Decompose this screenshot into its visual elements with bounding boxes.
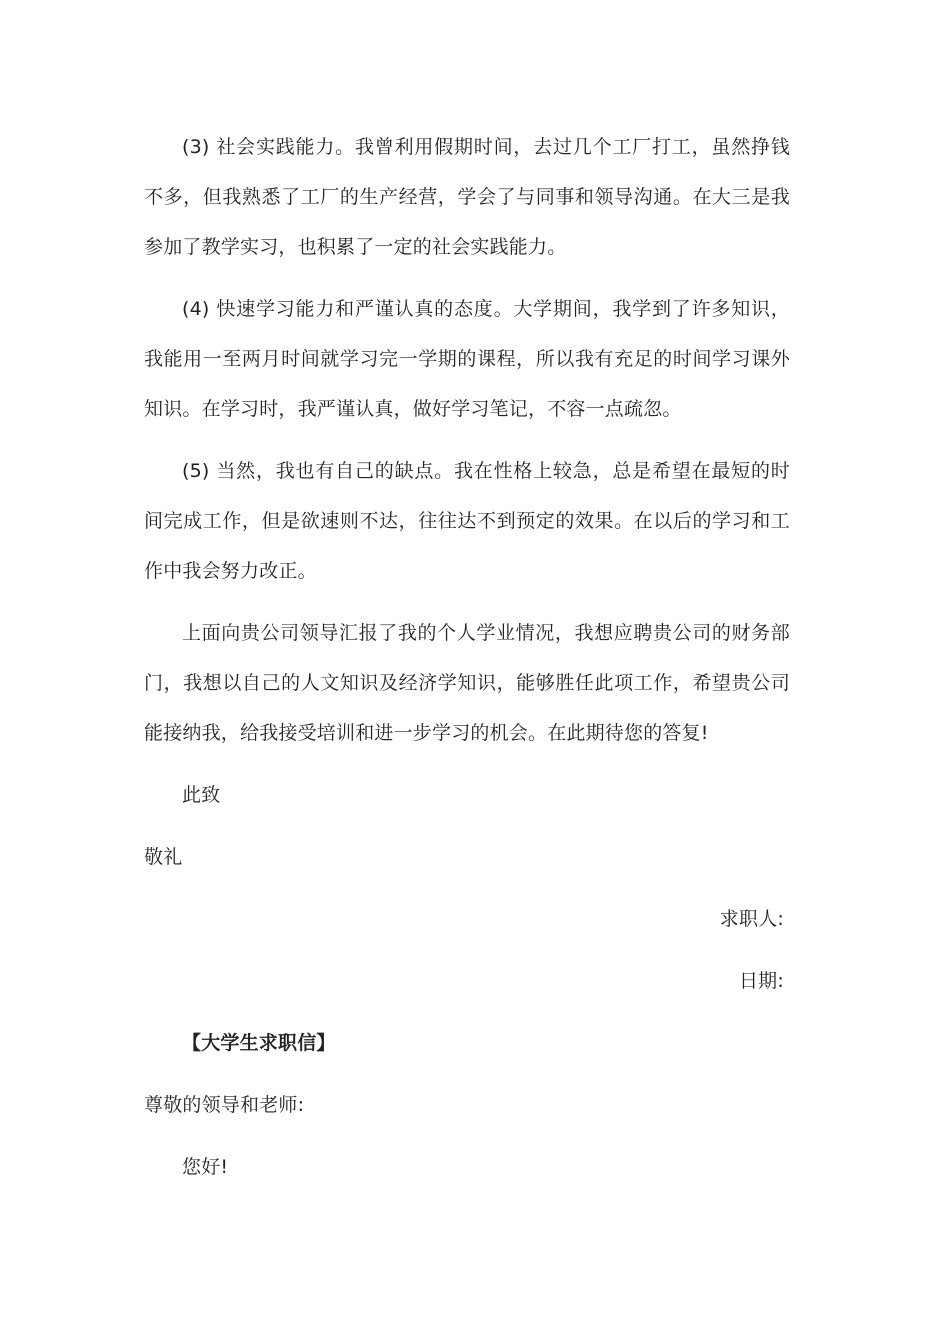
paragraph-social-practice: (3) 社会实践能力。我曾利用假期时间，去过几个工厂打工，虽然挣钱不多，但我熟悉了工厂的生产经营，学会了与同事和领导沟通。在大三是我参加了教学实习，也积累了一定的社会实践能力。 [144,136,790,258]
letter-greeting: 您好! [182,1156,229,1178]
closing-cizhi: 此致 [182,784,221,806]
signature-applicant: 求职人: [719,908,784,930]
letter-title: 【大学生求职信】 [182,1032,336,1054]
paragraph-learning-ability: (4) 快速学习能力和严谨认真的态度。大学期间，我学到了许多知识，我能用一至两月时间就学习完一学期的课程，所以我有充足的时间学习课外知识。在学习时，我严谨认真，做好学习笔记，不容一点疏忽。 [144,298,790,420]
paragraph-application-summary: 上面向贵公司领导汇报了我的个人学业情况，我想应聘贵公司的财务部门，我想以自己的人文知识及经济学知识，能够胜任此项工作，希望贵公司能接纳我，给我接受培训和进一步学习的机会。在此期待您的答复! [144,622,790,744]
paragraph-shortcomings: (5) 当然，我也有自己的缺点。我在性格上较急，总是希望在最短的时间完成工作，但是欲速则不达，往往达不到预定的效果。在以后的学习和工作中我会努力改正。 [144,460,790,582]
closing-jingli: 敬礼 [144,846,183,868]
signature-date: 日期: [738,970,784,992]
letter-salutation: 尊敬的领导和老师: [144,1094,305,1116]
document-page [144,122,790,1192]
